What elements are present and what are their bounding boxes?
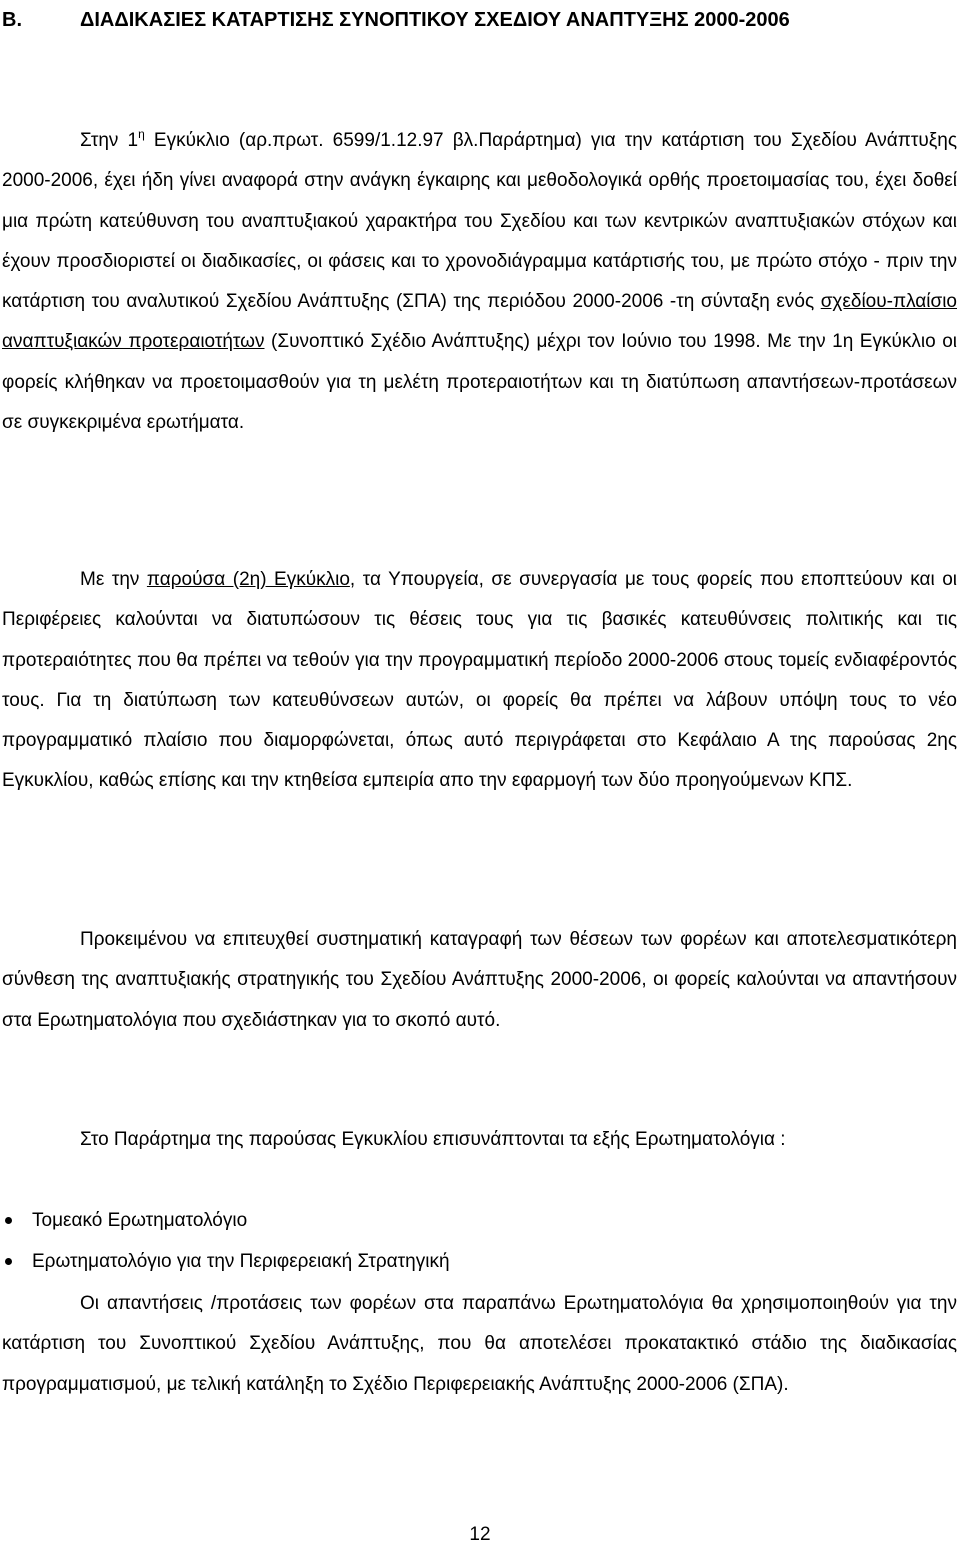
bullet-icon — [5, 1258, 12, 1265]
paragraph1-underlined: σχεδίου-πλαίσιο αναπτυξιακών προτεραιοτήτων — [2, 291, 957, 353]
questionnaire-list — [0, 1200, 958, 1282]
superscript: η — [138, 127, 145, 141]
paragraph-answers-usage — [2, 1284, 957, 1405]
page-number: 12 — [469, 1524, 491, 1545]
paragraph-first-circular — [2, 121, 957, 443]
list-item-label: Τομεακό Ερωτηματολόγιο — [32, 1210, 248, 1231]
bullet-icon — [5, 1217, 12, 1224]
paragraph-questionnaires-purpose — [2, 920, 957, 1041]
paragraph5-text: Οι απαντήσεις /προτάσεις των φορέων στα παραπάνω Ερωτηματολόγια θα χρησιμοποιηθούν για την κατάρτιση του Συνοπτικού Σχεδίου Ανάπτυξης, που θα αποτελέσει προκατακτικό στάδιο της διαδικασίας προγραμματισμού, με τελική κατάληξη το Σχέδιο Περιφερειακής Ανάπτυξης 2000-2006 (ΣΠΑ). — [2, 1293, 957, 1395]
paragraph-present-circular — [2, 560, 957, 802]
paragraph2-suffix: , τα Υπουργεία, σε συνεργασία με τους φορείς που εποπτεύουν και οι Περιφέρειες καλούνται να διατυπώσουν τις θέσεις τους για τις βασικές κατευθύνσεις πολιτικής και τις προτεραιότητες που θα πρέπει να τεθούν για την προγραμματική περίοδο 2000-2006 στους τομείς ενδιαφέροντός τους. Για τη διατύπωση των κατευθύνσεων αυτών, οι φορείς θα πρέπει να λάβουν υπόψη τους το νέο προγραμματικό πλαίσιο που διαμορφώνεται, όπως αυτό περιγράφεται στο Κεφάλαιο Α της παρούσας 2ης Εγκυκλίου, καθώς επίσης και την κτηθείσα εμπειρία απο την εφαρμογή των δύο προηγούμενων ΚΠΣ. — [2, 569, 957, 792]
paragraph2-prefix: Με την — [80, 569, 147, 590]
section-title: ΔΙΑΔΙΚΑΣΙΕΣ ΚΑΤΑΡΤΙΣΗΣ ΣΥΝΟΠΤΙΚΟΥ ΣΧΕΔΙΟΥ ΑΝΑΠΤΥΞΗΣ 2000-2006 — [80, 9, 790, 31]
list-item-label: Ερωτηματολόγιο για την Περιφερειακή Στρατηγική — [32, 1251, 450, 1272]
section-number: B. — [2, 9, 22, 31]
paragraph1-text: Εγκύκλιο (αρ.πρωτ. 6599/1.12.97 βλ.Παράρτημα) για την κατάρτιση του Σχεδίου Ανάπτυξης 2000-2006, έχει ήδη γίνει αναφορά στην ανάγκη έγκαιρης και μεθοδολογικά ορθής προετοιμασίας του, έχει δοθεί μια πρώτη κατεύθυνση του αναπτυξιακού χαρακτήρα του Σχεδίου και των κεντρικών αναπτυξιακών στόχων και έχουν προσδιοριστεί οι διαδικασίες, οι φάσεις και το χρονοδιάγραμμα κατάρτισής του, με πρώτο στόχο - πριν την κατάρτιση του αναλυτικού Σχεδίου Ανάπτυξης (ΣΠΑ) της περιόδου 2000-2006 -τη σύνταξη ενός — [2, 130, 957, 313]
list-item — [0, 1241, 958, 1282]
paragraph2-underlined: παρούσα (2η) Εγκύκλιο — [146, 569, 350, 590]
paragraph-annex-intro — [2, 1120, 957, 1160]
paragraph4-text: Στο Παράρτημα της παρούσας Εγκυκλίου επισυνάπτονται τα εξής Ερωτηματολόγια : — [80, 1129, 786, 1150]
paragraph1-suffix: (Συνοπτικό Σχέδιο Ανάπτυξης) μέχρι τον Ιούνιο του 1998. Με την 1η Εγκύκλιο οι φορείς κλήθηκαν να προετοιμασθούν για τη μελέτη προτεραιοτήτων και τη διατύπωση απαντήσεων-προτάσεων σε συγκεκριμένα ερωτήματα. — [2, 331, 957, 434]
list-item — [0, 1200, 958, 1241]
paragraph3-text: Προκειμένου να επιτευχθεί συστηματική καταγραφή των θέσεων των φορέων και αποτελεσματικότερη σύνθεση της αναπτυξιακής στρατηγικής του Σχεδίου Ανάπτυξης 2000-2006, οι φορείς καλούνται να απαντήσουν στα Ερωτηματολόγια που σχεδιάστηκαν για το σκοπό αυτό. — [2, 929, 957, 1031]
section-heading — [2, 0, 952, 40]
paragraph1-prefix: Στην 1 — [80, 130, 139, 151]
